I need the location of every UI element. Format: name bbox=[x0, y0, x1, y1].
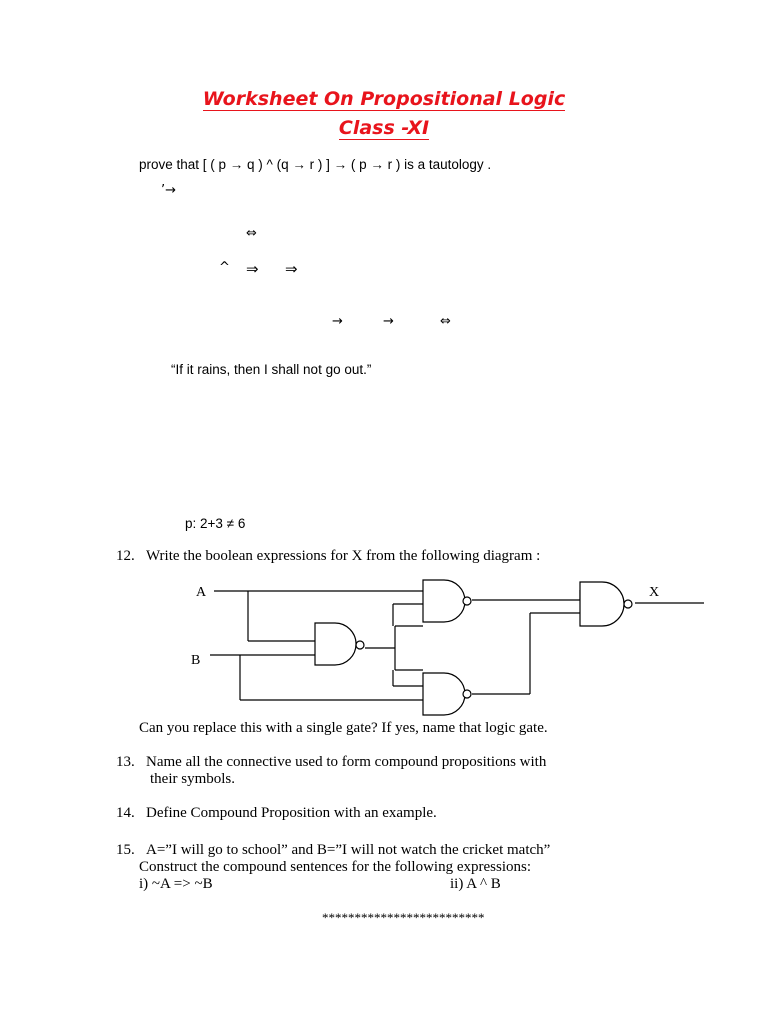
symbol-implies: ⇒ bbox=[246, 260, 259, 278]
footer-stars: ************************* bbox=[322, 910, 485, 925]
prove-line: prove that [ ( p → q ) ^ (q → r ) ] → ( p → r ) is a tautology . bbox=[139, 157, 492, 172]
question-12-followup: Can you replace this with a single gate? If yes, name that logic gate. bbox=[139, 720, 548, 736]
page-subtitle: Class -XI bbox=[338, 117, 430, 139]
label-a: A bbox=[196, 585, 207, 600]
question-number: 14. bbox=[116, 805, 135, 821]
symbol-arrow: → bbox=[332, 314, 343, 329]
nand-gate-2 bbox=[315, 623, 356, 665]
symbol-comma-arrow: ’→ bbox=[161, 183, 177, 198]
logic-gate-diagram bbox=[180, 568, 710, 716]
question-15-part-i: i) ~A => ~B bbox=[139, 876, 213, 892]
question-15-part-ii: ii) A ^ B bbox=[450, 876, 501, 892]
label-b: B bbox=[191, 653, 201, 668]
symbol-implies: ⇒ bbox=[285, 260, 298, 278]
question-13-line2: their symbols. bbox=[150, 771, 235, 787]
symbol-equiv: ⇔ bbox=[246, 226, 257, 241]
label-x: X bbox=[649, 585, 660, 600]
page-title: Worksheet On Propositional Logic bbox=[202, 88, 566, 110]
question-13 bbox=[116, 754, 546, 771]
symbol-arrow: → bbox=[383, 314, 394, 329]
question-text: A=”I will go to school” and B=”I will not watch the cricket match” bbox=[146, 842, 551, 858]
symbol-caret: ^ bbox=[219, 260, 230, 275]
question-text: Write the boolean expressions for X from the following diagram : bbox=[146, 548, 541, 564]
question-15 bbox=[116, 842, 550, 859]
question-text: Define Compound Proposition with an example. bbox=[146, 805, 437, 821]
question-number: 15. bbox=[116, 842, 135, 858]
question-14 bbox=[116, 805, 437, 822]
nand-gate-3 bbox=[423, 673, 465, 715]
question-text: Name all the connective used to form compound propositions with bbox=[146, 754, 547, 770]
question-12 bbox=[116, 548, 540, 565]
question-15-line2: Construct the compound sentences for the following expressions: bbox=[139, 859, 532, 875]
rain-quote: “If it rains, then I shall not go out.” bbox=[171, 362, 372, 377]
question-number: 12. bbox=[116, 548, 135, 564]
nand-gate-4 bbox=[580, 582, 624, 626]
question-number: 13. bbox=[116, 754, 135, 770]
p-expression: p: 2+3 ≠ 6 bbox=[185, 516, 246, 531]
symbol-equiv: ⇔ bbox=[440, 314, 451, 329]
nand-gate-1 bbox=[423, 580, 465, 622]
